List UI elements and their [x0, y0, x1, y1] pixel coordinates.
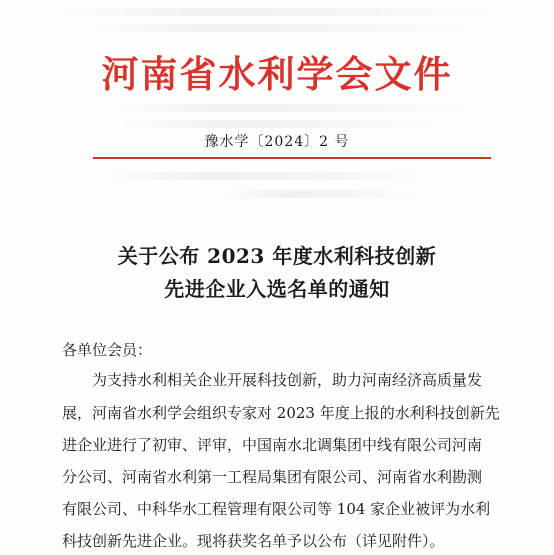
body-line: 有限公司、中科华水工程管理有限公司等 104 家企业被评为水利: [62, 500, 491, 518]
bleed-through-line: [110, 104, 470, 112]
bleed-through-line: [120, 120, 440, 128]
issuer-heading: 河南省水利学会文件: [101, 52, 453, 96]
red-separator-rule: [93, 157, 491, 159]
notice-title-line-2: 先进企业入选名单的通知: [164, 277, 390, 301]
bleed-through-line: [90, 24, 470, 32]
bleed-through-line: [220, 190, 420, 198]
notice-title-line-1: 关于公布 2023 年度水利科技创新: [117, 244, 437, 268]
body-line: 科技创新先进企业。现将获奖名单予以公布（详见附件）。: [62, 532, 445, 550]
salutation: 各单位会员：: [62, 341, 153, 359]
body-line: 为支持水利相关企业开展科技创新，助力河南经济高质量发: [92, 371, 483, 389]
bleed-through-line: [100, 172, 440, 180]
bleed-through-line: [60, 8, 500, 16]
body-line: 展，河南省水利学会组织专家对 2023 年度上报的水利科技创新先: [62, 404, 500, 422]
document-number: 豫水学〔2024〕2 号: [204, 134, 350, 150]
body-line: 分公司、河南省水利第一工程局集团有限公司、河南省水利勘测: [62, 468, 483, 486]
body-line: 进企业进行了初审、评审，中国南水北调集团中线有限公司河南: [62, 436, 483, 454]
